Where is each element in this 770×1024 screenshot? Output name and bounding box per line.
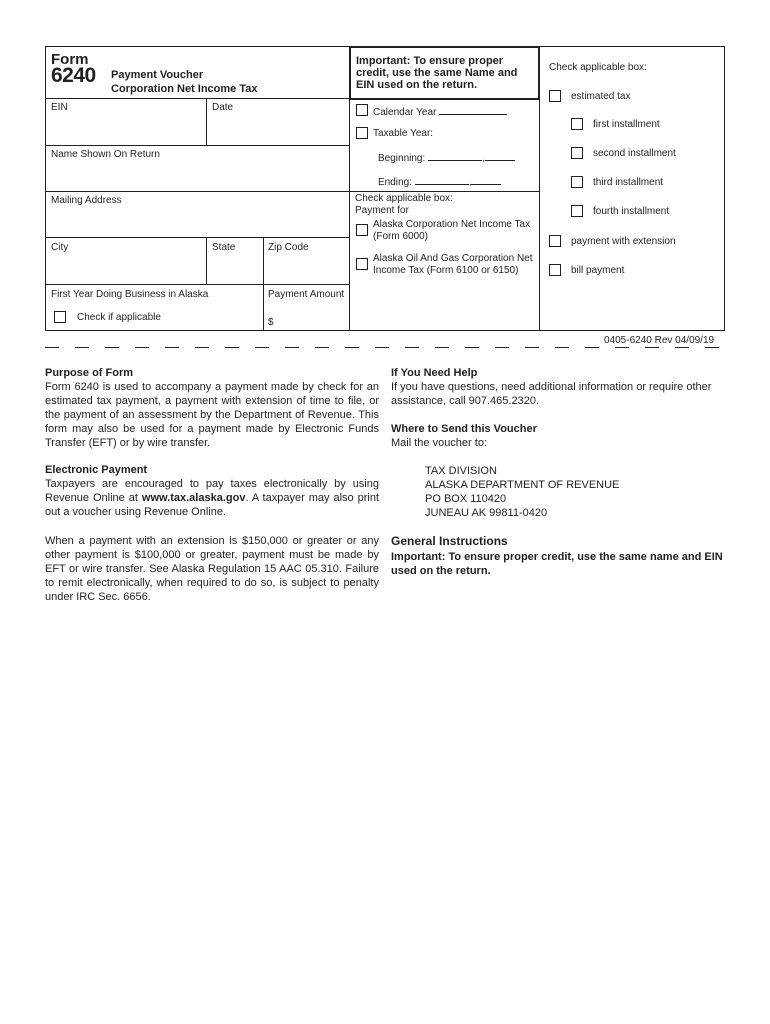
mailing-address-block: TAX DIVISION ALASKA DEPARTMENT OF REVENUE PO BOX 110420 JUNEAU AK 99811-0420	[425, 465, 620, 519]
ein-field[interactable]: EIN	[51, 102, 68, 113]
form-6000-label: Alaska Corporation Net Income Tax (Form 6000)	[373, 219, 531, 242]
first-installment-label: first installment	[593, 119, 660, 130]
third-installment-checkbox[interactable]	[571, 176, 583, 188]
form-6100-checkbox[interactable]	[356, 258, 368, 270]
beginning-year-input[interactable]	[485, 151, 515, 161]
cut-dash	[75, 347, 89, 348]
important-note: Important: To ensure proper credit, use the same Name and EIN used on the return.	[356, 55, 518, 91]
help-heading: If You Need Help	[391, 367, 478, 379]
state-field[interactable]: State	[212, 242, 236, 253]
ending-year-input[interactable]	[471, 175, 501, 185]
beginning-input[interactable]	[428, 151, 482, 161]
form-6100-label: Alaska Oil And Gas Corporation Net Income Tax (Form 6100 or 6150)	[373, 253, 533, 276]
revenue-online-link[interactable]: www.tax.alaska.gov	[141, 492, 246, 504]
estimated-tax-checkbox[interactable]	[549, 90, 561, 102]
ending-input[interactable]	[415, 175, 469, 185]
where-heading: Where to Send this Voucher	[391, 423, 537, 435]
payment-amount-field[interactable]: $	[268, 317, 274, 328]
first-installment-checkbox[interactable]	[571, 118, 583, 130]
cut-dash	[285, 347, 299, 348]
form-number: 6240	[51, 64, 96, 87]
second-installment-label: second installment	[593, 148, 676, 159]
purpose-heading: Purpose of Form	[45, 367, 134, 379]
electronic-body: Taxpayers are encouraged to pay taxes electronically by using Revenue Online at www.tax.alaska.gov. A taxpayer may also print out a voucher using Revenue Online.	[45, 478, 379, 518]
city-field[interactable]: City	[51, 242, 69, 253]
where-body: Mail the voucher to:	[391, 437, 487, 449]
taxable-year-label: Taxable Year:	[373, 128, 434, 139]
first-year-checkbox[interactable]	[54, 311, 66, 323]
zip-code-field[interactable]: Zip Code	[268, 242, 309, 253]
beginning-label: Beginning: ,	[378, 151, 515, 164]
cut-dash	[705, 347, 719, 348]
cut-dash	[465, 347, 479, 348]
first-year-label: First Year Doing Business in Alaska	[51, 289, 209, 300]
second-installment-checkbox[interactable]	[571, 147, 583, 159]
voucher-title: Payment Voucher	[111, 69, 204, 81]
third-installment-label: third installment	[593, 177, 664, 188]
cut-dash	[645, 347, 659, 348]
threshold-body: When a payment with an extension is $150,000 or greater or any other payment is $100,000 or greater, payment must be made by EFT or wire transfer. See Alaska Regulation 15 AAC 05.310. Failure to remit electronically, when required to do so, is subject to penalty under IRC Sec. 6656.	[45, 535, 379, 603]
payment-for-heading: Check applicable box: Payment for	[355, 193, 453, 216]
help-body: If you have questions, need additional information or require other assistance, call 907.465.2320.	[391, 381, 712, 407]
cut-dash	[105, 347, 119, 348]
form-code: 0405-6240 Rev 04/09/19	[604, 335, 715, 346]
calendar-year-input[interactable]	[439, 105, 507, 115]
cut-dash	[405, 347, 419, 348]
cut-dash	[435, 347, 449, 348]
general-heading: General Instructions	[391, 534, 508, 548]
cut-dash	[555, 347, 569, 348]
fourth-installment-label: fourth installment	[593, 206, 670, 217]
cut-dash	[315, 347, 329, 348]
cut-dash	[45, 347, 59, 348]
cut-dash	[585, 347, 599, 348]
cut-dash	[165, 347, 179, 348]
cut-dash	[675, 347, 689, 348]
calendar-year-label: Calendar Year	[373, 105, 507, 118]
cut-dash	[615, 347, 629, 348]
ending-label: Ending: ,	[378, 175, 501, 188]
cut-dash	[375, 347, 389, 348]
taxable-year-checkbox[interactable]	[356, 127, 368, 139]
voucher-subtitle: Corporation Net Income Tax	[111, 83, 258, 95]
right-panel-heading: Check applicable box:	[549, 62, 647, 73]
cut-dash	[525, 347, 539, 348]
fourth-installment-checkbox[interactable]	[571, 205, 583, 217]
form-6000-checkbox[interactable]	[356, 224, 368, 236]
payment-amount-label: Payment Amount	[268, 289, 345, 300]
bill-payment-label: bill payment	[571, 265, 625, 276]
cut-dash	[135, 347, 149, 348]
general-body: Important: To ensure proper credit, use the same name and EIN used on the return.	[391, 551, 723, 577]
date-field[interactable]: Date	[212, 102, 234, 113]
name-field[interactable]: Name Shown On Return	[51, 149, 160, 160]
cut-dash	[495, 347, 509, 348]
cut-dash	[345, 347, 359, 348]
payment-with-extension-label: payment with extension	[571, 236, 676, 247]
payment-with-extension-checkbox[interactable]	[549, 235, 561, 247]
cut-dash	[255, 347, 269, 348]
bill-payment-checkbox[interactable]	[549, 264, 561, 276]
mailing-address-field[interactable]: Mailing Address	[51, 195, 122, 206]
cut-dash	[225, 347, 239, 348]
form-word: Form	[51, 51, 89, 68]
cut-dash	[195, 347, 209, 348]
calendar-year-checkbox[interactable]	[356, 104, 368, 116]
check-if-applicable-label: Check if applicable	[77, 312, 161, 323]
electronic-heading: Electronic Payment	[45, 464, 148, 476]
purpose-body: Form 6240 is used to accompany a payment made by check for an estimated tax payment, a payment with extension of time to file, or the payment of an assessment by the Department of Revenue. This form may also be used for a payment made by Electronic Funds Transfer (EFT) or by wire transfer.	[45, 381, 379, 449]
estimated-tax-label: estimated tax	[571, 91, 631, 102]
